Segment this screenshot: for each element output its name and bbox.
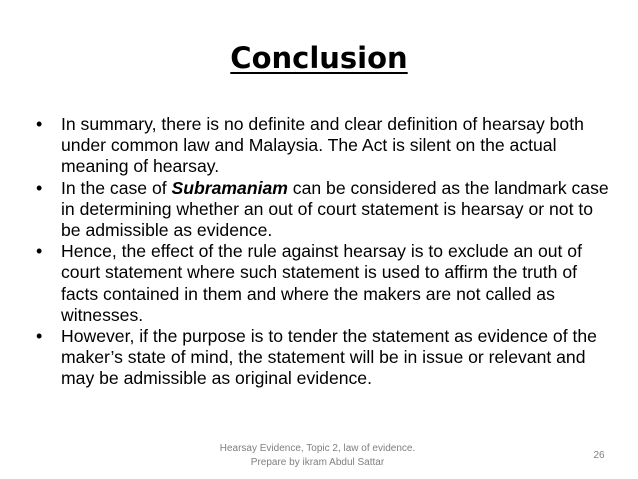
footer-line-2: Prepare by ikram Abdul Sattar (250, 457, 385, 468)
footer-line-1: Hearsay Evidence, Topic 2, law of evidence. (219, 443, 416, 454)
bullet-text: However, if the purpose is to tender the statement as evidence of the maker’s state of mind, the statement will be in issue or relevant and may be admissible as original evidence. (61, 326, 597, 389)
slide-title-text: Conclusion (230, 41, 408, 75)
bullet-marker: • (36, 241, 43, 262)
bullet-text-after: can be considered as the landmark case in determining whether an out of court statement is hearsay or not to be admissible as evidence. (61, 177, 609, 241)
page-number: 26 (593, 450, 605, 461)
bullet-item (36, 326, 610, 390)
bullet-marker: • (36, 177, 43, 198)
slide-title (0, 38, 638, 78)
bullet-item (36, 178, 610, 242)
bullet-marker: • (36, 114, 43, 134)
bullet-item (36, 241, 610, 326)
bullet-list (36, 114, 610, 390)
bullet-text: In summary, there is no definite and clear definition of hearsay both under common law and Malaysia. The Act is silent on the actual meaning of hearsay. (61, 114, 584, 177)
slide-footer (190, 442, 445, 470)
bullet-item (36, 114, 610, 178)
case-name-emphasis: Subramaniam (171, 177, 288, 198)
bullet-text: Hence, the effect of the rule against hearsay is to exclude an out of court statement where such statement is used to affirm the truth of facts contained in them and where the makers are not called as witnesses. (61, 241, 582, 325)
bullet-text-before: In the case of (61, 177, 172, 198)
bullet-marker: • (36, 326, 43, 347)
